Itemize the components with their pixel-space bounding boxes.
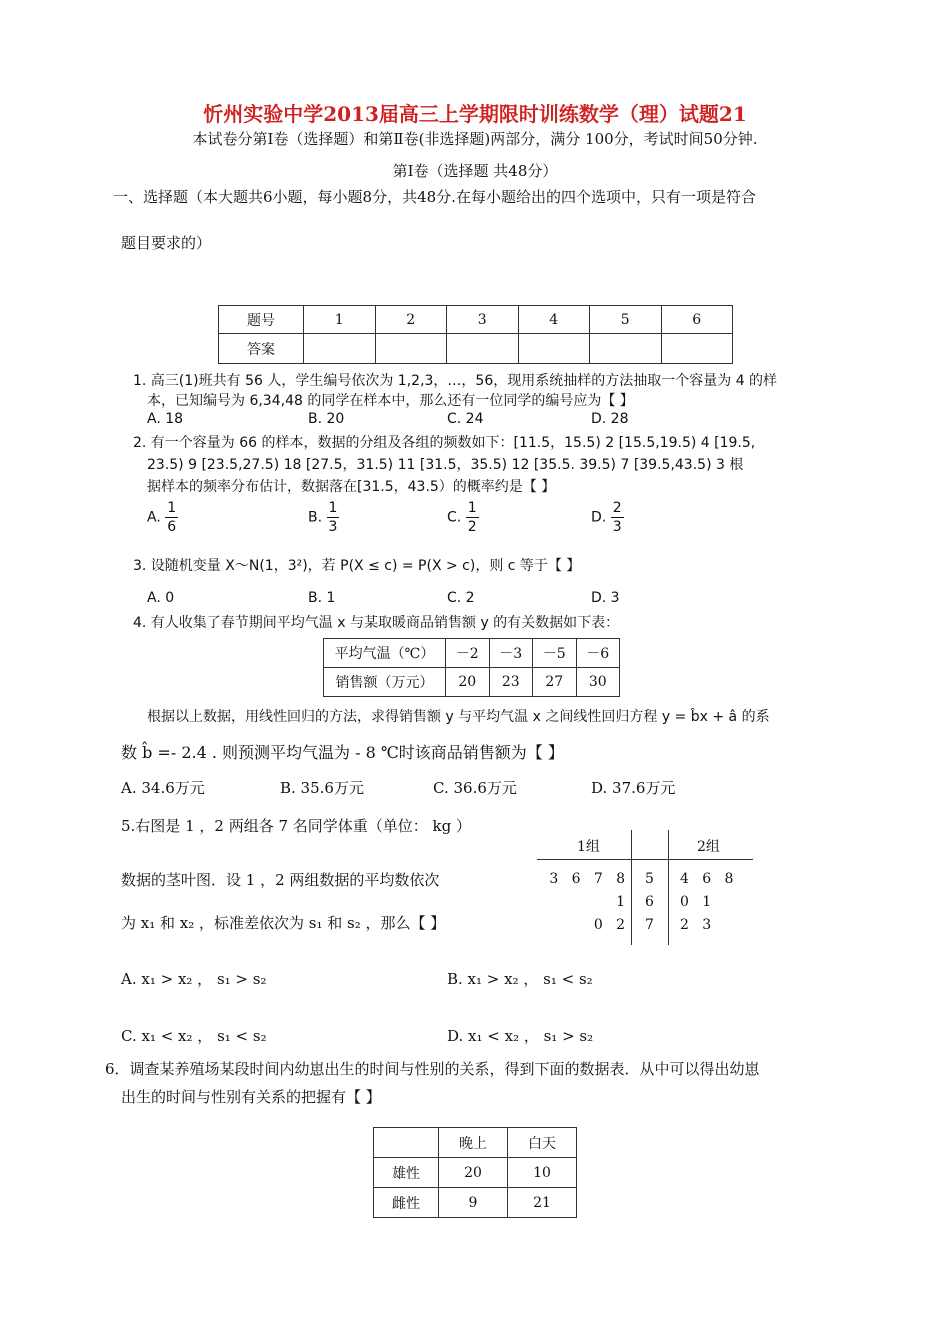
q4-row-label: 销售额（万元） [324,668,446,697]
q1-option-c: C. 24 [447,411,484,427]
answer-table-number: 1 [304,306,376,334]
stem-leaf-left-leaves: 0 2 [593,917,625,933]
denominator: 3 [328,519,338,535]
answer-table-number: 2 [375,306,447,334]
q4-sales-cell: 27 [533,668,577,697]
part1-title: 第Ⅰ卷（选择题 共48分） [392,162,558,180]
q4-temp-cell: －2 [446,639,490,668]
option-label: B. [308,509,323,526]
q6-cell: 10 [508,1158,577,1188]
q2-option-c [447,499,479,536]
q4-sales-cell: 30 [576,668,620,697]
answer-cell[interactable] [304,334,376,364]
answer-cell[interactable] [375,334,447,364]
q3-option-b: B. 1 [308,590,336,606]
section1-heading-cont: 题目要求的） [121,234,212,252]
stem-leaf-right-leaves: 4 6 8 [680,871,734,887]
q5-option-a: A. x₁ > x₂ ， s₁ > s₂ [121,970,267,988]
q6-data-table [373,1127,577,1218]
stem-leaf-divider-left [631,830,632,945]
q1-option-b: B. 20 [308,411,345,427]
numerator: 1 [328,500,338,516]
q4-temp-cell: －3 [489,639,533,668]
answer-cell[interactable] [590,334,662,364]
q6-cell: 21 [508,1188,577,1218]
q4-row-label: 平均气温（℃） [324,639,446,668]
fraction [327,499,340,536]
q6-cell: 9 [439,1188,508,1218]
fraction [611,499,624,536]
q3-text: 3. 设随机变量 X～N(1，3²)，若 P(X ≤ c) = P(X > c)，则 c 等于【 】 [133,558,581,574]
fraction [165,499,178,536]
q4-sales-cell: 20 [446,668,490,697]
q5-option-d: D. x₁ < x₂ ， s₁ > s₂ [447,1027,594,1045]
page-title: 忻州实验中学2013届高三上学期限时训练数学（理）试题21 [203,102,747,126]
answer-table-number: 4 [518,306,590,334]
stem-leaf-group2-header: 2组 [697,839,720,855]
exam-subtitle: 本试卷分第Ⅰ卷（选择题）和第Ⅱ卷(非选择题)两部分，满分 100分，考试时间50分钟. [192,130,758,148]
option-label: D. [591,509,607,526]
q4-option-a: A. 34.6万元 [121,779,205,797]
stem-leaf-left-leaves: 3 6 7 8 [549,871,625,887]
answer-table-header-label: 题号 [219,306,304,334]
answer-table-number: 6 [661,306,733,334]
q5-line3: 为 x₁ 和 x₂ ，标准差依次为 s₁ 和 s₂ ，那么【 】 [121,914,446,932]
q4-line3: 数 b̂ =- 2.4 . 则预测平均气温为 - 8 ℃时该商品销售额为【 】 [121,743,564,762]
q2-option-a [147,499,178,536]
q5-option-c: C. x₁ < x₂ ， s₁ < s₂ [121,1027,267,1045]
q4-data-table [323,638,620,697]
q4-option-d: D. 37.6万元 [591,779,676,797]
answer-cell[interactable] [518,334,590,364]
q4-option-c: C. 36.6万元 [433,779,517,797]
q4-temp-cell: －5 [533,639,577,668]
stem-leaf-stem: 6 [645,894,654,910]
denominator: 2 [467,519,477,535]
q2-line2: 23.5) 9 [23.5,27.5) 18 [27.5，31.5) 11 [31.5，35.5) 12 [35.5. 39.5) 7 [39.5,43.5) 3 根 [147,457,744,473]
q6-row-label: 雌性 [374,1188,439,1218]
numerator: 1 [167,500,177,516]
answer-table-number: 3 [447,306,519,334]
q4-option-b: B. 35.6万元 [280,779,364,797]
q6-header-night: 晚上 [439,1128,508,1158]
answer-cell[interactable] [661,334,733,364]
q2-line1: 2. 有一个容量为 66 的样本，数据的分组及各组的频数如下：[11.5，15.5) 2 [15.5,19.5) 4 [19.5, [133,435,756,451]
q2-line3: 据样本的频率分布估计，数据落在[31.5，43.5）的概率约是【 】 [147,479,556,495]
q4-sales-cell: 23 [489,668,533,697]
q6-row-label: 雄性 [374,1158,439,1188]
q2-option-d [591,499,624,536]
answer-table [218,305,733,364]
q6-line2: 出生的时间与性别有关系的把握有【 】 [121,1088,381,1106]
q3-option-c: C. 2 [447,590,475,606]
fraction [466,499,479,536]
q5-line2: 数据的茎叶图．设 1 ，2 两组数据的平均数依次 [121,871,440,889]
answer-table-number: 5 [590,306,662,334]
q6-cell: 20 [439,1158,508,1188]
numerator: 1 [467,500,477,516]
section1-heading: 一、选择题（本大题共6小题，每小题8分，共48分.在每小题给出的四个选项中，只有一项是符合 [113,188,756,206]
denominator: 3 [612,519,622,535]
option-label: A. [147,509,161,526]
option-label: C. [447,509,462,526]
stem-leaf-right-leaves: 0 1 [680,894,712,910]
q3-option-a: A. 0 [147,590,175,606]
answer-table-answer-label: 答案 [219,334,304,364]
stem-leaf-stem: 5 [645,871,654,887]
stem-leaf-header-rule [537,859,753,860]
numerator: 2 [612,500,622,516]
q6-header-empty [374,1128,439,1158]
denominator: 6 [167,519,177,535]
q1-line1: 1. 高三(1)班共有 56 人，学生编号依次为 1,2,3，…，56，现用系统抽样的方法抽取一个容量为 4 的样 [133,373,778,389]
answer-cell[interactable] [447,334,519,364]
stem-leaf-left-leaves: 1 [616,894,625,910]
q4-line1: 4. 有人收集了春节期间平均气温 x 与某取暖商品销售额 y 的有关数据如下表： [133,615,620,631]
stem-leaf-plot [537,830,755,945]
q1-option-a: A. 18 [147,411,184,427]
q6-line1: 6．调查某养殖场某段时间内幼崽出生的时间与性别的关系，得到下面的数据表．从中可以得出幼崽 [105,1060,760,1078]
q1-option-d: D. 28 [591,411,629,427]
q6-header-day: 白天 [508,1128,577,1158]
q4-line2: 根据以上数据，用线性回归的方法，求得销售额 y 与平均气温 x 之间线性回归方程 y = b̂x + â 的系 [147,709,770,725]
q5-line1: 5.右图是 1 ，2 两组各 7 名同学体重（单位： kg ） [121,817,472,835]
q1-line2: 本，已知编号为 6,34,48 的同学在样本中，那么还有一位同学的编号应为【 】 [147,393,634,409]
stem-leaf-group1-header: 1组 [577,839,600,855]
q4-temp-cell: －6 [576,639,620,668]
stem-leaf-right-leaves: 2 3 [680,917,712,933]
stem-leaf-divider-right [668,830,669,945]
q2-option-b [308,499,339,536]
q3-option-d: D. 3 [591,590,620,606]
stem-leaf-stem: 7 [645,917,654,933]
q5-option-b: B. x₁ > x₂ ， s₁ < s₂ [447,970,593,988]
